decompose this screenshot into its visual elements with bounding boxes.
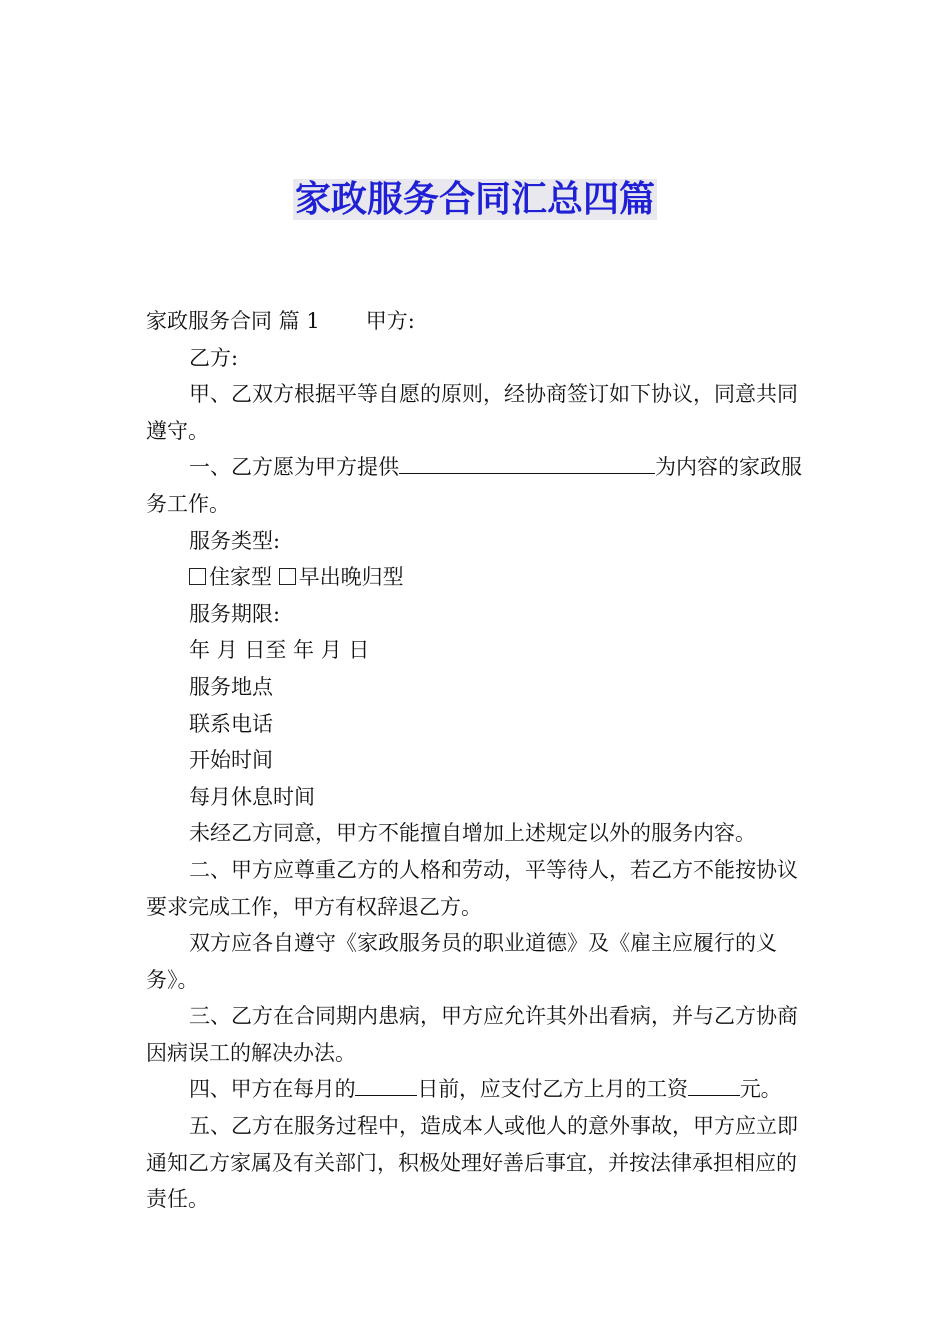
service-type-label: 服务类型:: [189, 528, 281, 553]
start-time-label: 开始时间: [189, 748, 273, 773]
service-content-blank[interactable]: [399, 453, 655, 474]
paragraph-respect: 二、甲方应尊重乙方的人格和劳动，平等待人，若乙方不能按协议要求完成工作，甲方有权辞退乙方。: [146, 857, 798, 919]
paragraph-accident: 五、乙方在服务过程中，造成本人或他人的意外事故，甲方应立即通知乙方家属及有关部门，积极处理好善后事宜，并按法律承担相应的责任。: [146, 1114, 798, 1212]
option-day-service: 早出晚归型: [298, 565, 404, 590]
party-b-label: 乙方:: [189, 345, 239, 370]
paragraph-salary: [146, 1071, 808, 1108]
salary-middle: 日前，应支付乙方上月的工资: [417, 1077, 688, 1102]
pay-day-blank[interactable]: [355, 1075, 417, 1096]
service-date-range: 年 月 日至 年 月 日: [189, 638, 370, 663]
document-title-text: 家政服务合同汇总四篇: [294, 179, 655, 220]
service-content-prefix: 一、乙方愿为甲方提供: [189, 455, 399, 480]
option-live-in: 住家型: [209, 565, 272, 590]
paragraph-agreement: 甲、乙双方根据平等自愿的原则，经协商签订如下协议，同意共同遵守。: [146, 382, 798, 443]
document-title: [0, 176, 950, 224]
document-body: [146, 303, 808, 1218]
monthly-rest-label: 每月休息时间: [189, 784, 315, 809]
service-location-label: 服务地点: [189, 674, 273, 699]
contract-heading: 家政服务合同 篇 1: [146, 309, 320, 333]
party-a-label: 甲方:: [365, 309, 415, 333]
service-term-label: 服务期限:: [189, 601, 281, 626]
service-content-suffix: 为内容的家政服务工作。: [146, 455, 802, 516]
salary-prefix: 四、甲方在每月的: [189, 1077, 356, 1102]
checkbox-live-in[interactable]: [189, 568, 206, 585]
paragraph-ethics: 双方应各自遵守《家政服务员的职业道德》及《雇主应履行的义务》。: [146, 931, 777, 992]
contract-heading-line: [146, 303, 808, 340]
salary-amount-blank[interactable]: [688, 1075, 740, 1096]
paragraph-illness: 三、乙方在合同期内患病，甲方应允许其外出看病，并与乙方协商因病误工的解决办法。: [146, 1004, 798, 1065]
paragraph-no-extra-service: 未经乙方同意，甲方不能擅自增加上述规定以外的服务内容。: [189, 821, 756, 846]
service-type-options: [146, 559, 808, 596]
salary-suffix: 元。: [739, 1077, 782, 1102]
contact-phone-label: 联系电话: [189, 711, 273, 736]
paragraph-service-content: [146, 449, 808, 522]
checkbox-day-service[interactable]: [279, 568, 296, 585]
